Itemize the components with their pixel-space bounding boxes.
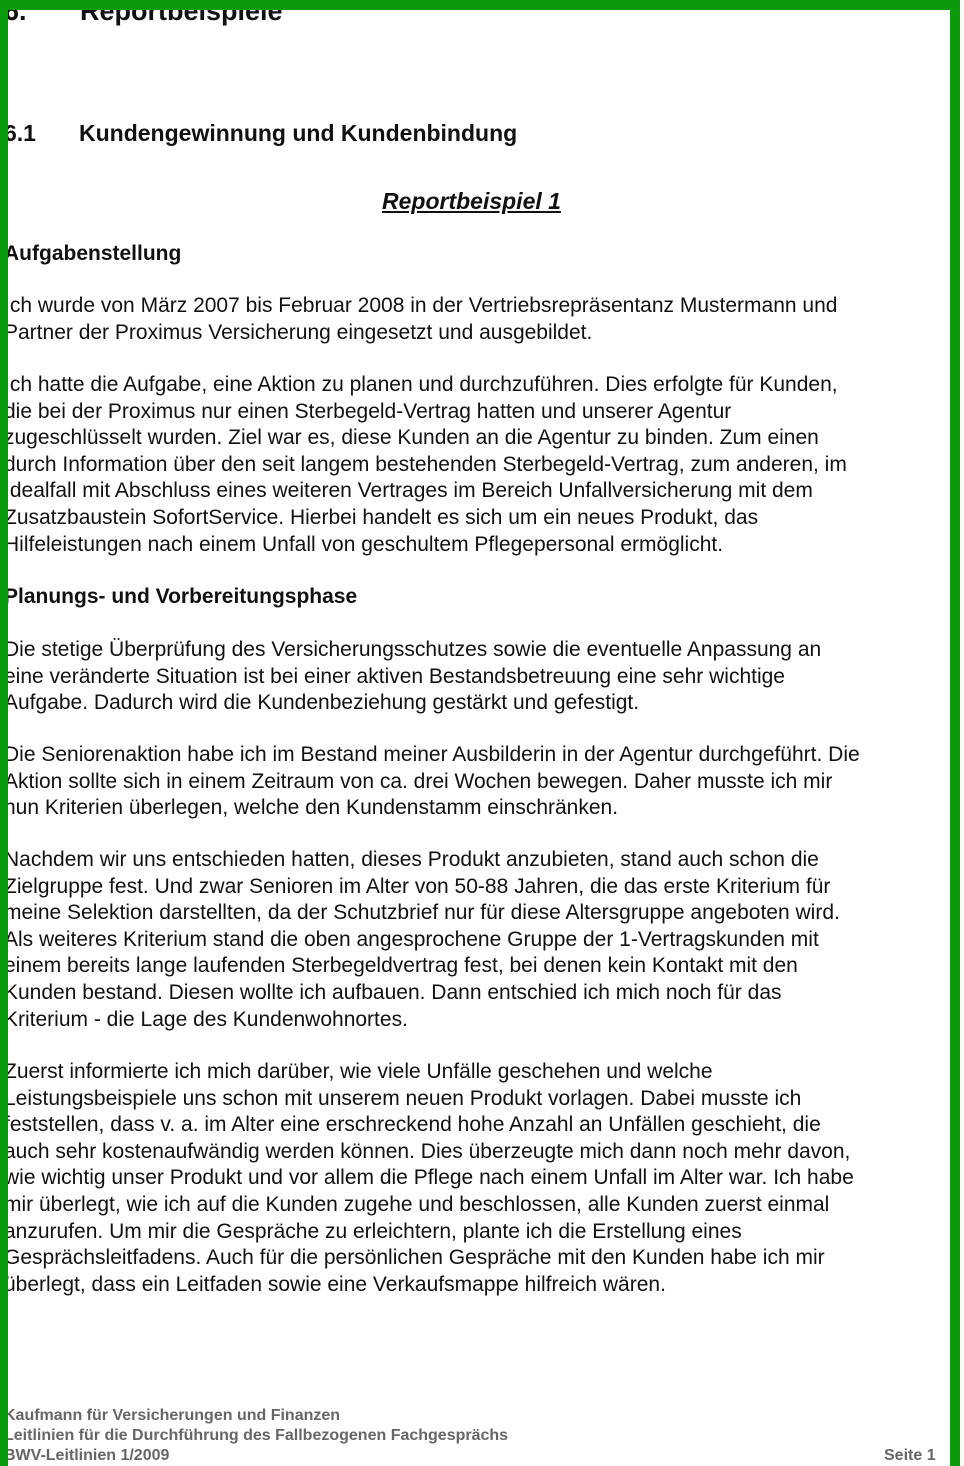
paragraph-line: Kunden bestand. Diesen wollte ich aufbauen. Dann entschied ich mich noch für das — [4, 980, 782, 1004]
paragraph-line: Aufgabe. Dadurch wird die Kundenbeziehung gestärkt und gefestigt. — [4, 691, 640, 715]
paragraph-line: Partner der Proximus Versicherung eingesetzt und ausgebildet. — [4, 320, 593, 344]
paragraph-line: Zusatzbaustein SofortService. Hierbei handelt es sich um ein neues Produkt, das — [4, 505, 759, 529]
paragraph-line: die bei der Proximus nur einen Sterbegeld-Vertrag hatten und unserer Agentur — [4, 399, 732, 423]
paragraph-line: Idealfall mit Abschluss eines weiteren Vertrages im Bereich Unfallversicherung mit dem — [4, 479, 813, 503]
paragraph-line: Zielgruppe fest. Und zwar Senioren im Alter von 50-88 Jahren, die das erste Kriterium für — [4, 874, 831, 898]
chapter-title: Reportbeispiele — [80, 0, 283, 26]
paragraph-line: Gesprächsleitfadens. Auch für die persönlichen Gespräche mit den Kunden habe ich mir — [4, 1246, 825, 1270]
paragraph-line: Als weiteres Kriterium stand die oben angesprochene Gruppe der 1-Vertragskunden mit — [4, 927, 819, 951]
paragraph-line: nun Kriterien überlegen, welche den Kundenstamm einschränken. — [4, 796, 619, 820]
paragraph-line: Ich wurde von März 2007 bis Februar 2008 in der Vertriebsrepräsentanz Mustermann und — [4, 294, 838, 317]
paragraph-line: Hilfeleistungen nach einem Unfall von geschultem Pflegepersonal ermöglicht. — [4, 532, 724, 556]
paragraph-line: eine veränderte Situation ist bei einer aktiven Bestandsbetreuung eine sehr wichtige — [4, 664, 785, 688]
page-number: Seite 1 — [884, 1447, 936, 1464]
paragraph-line: Leistungsbeispiele uns schon mit unserem neuen Produkt vorlagen. Dabei musste ich — [4, 1086, 802, 1110]
paragraph-line: wie wichtig unser Produkt und vor allem die Pflege nach einem Unfall im Alter war. Ich habe — [4, 1166, 854, 1190]
paragraph-line: Kriterium - die Lage des Kundenwohnortes. — [4, 1007, 408, 1031]
paragraph-line: Ich hatte die Aufgabe, eine Aktion zu planen und durchzuführen. Dies erfolgte für Kunden, — [4, 373, 838, 396]
paragraph-2 — [4, 372, 964, 558]
paragraph-4 — [4, 742, 964, 822]
footer-line-3: BWV-Leitlinien 1/2009 — [4, 1447, 170, 1464]
paragraph-line: Aktion sollte sich in einem Zeitraum von ca. drei Wochen bewegen. Daher musste ich mir — [4, 769, 833, 793]
paragraph-6 — [4, 1059, 964, 1298]
heading-planungsphase: Planungs- und Vorbereitungsphase — [4, 585, 358, 608]
document-page — [4, 0, 950, 1466]
paragraph-line: zugeschlüsselt wurden. Ziel war es, diese Kunden an die Agentur zu binden. Zum einen — [4, 426, 819, 450]
footer-line-1: Kaufmann für Versicherungen und Finanzen — [4, 1407, 341, 1424]
paragraph-line: auch sehr kostenaufwändig werden können. Dies überzeugte mich dann noch mehr davon, — [4, 1139, 851, 1163]
paragraph-line: mir überlegt, wie ich auf die Kunden zugehe und beschlossen, alle Kunden zuerst einmal — [4, 1192, 830, 1216]
paragraph-line: Die stetige Überprüfung des Versicherungsschutzes sowie die eventuelle Anpassung an — [4, 638, 822, 661]
paragraph-1 — [4, 293, 964, 346]
heading-aufgabenstellung: Aufgabenstellung — [4, 242, 182, 265]
paragraph-5 — [4, 847, 964, 1033]
paragraph-line: meine Selektion darstellten, da der Schutzbrief nur für diese Altersgruppe angeboten wird. — [4, 901, 840, 925]
chapter-number: 6. — [4, 0, 27, 26]
paragraph-line: überlegt, dass ein Leitfaden sowie eine Verkaufsmappe hilfreich wären. — [4, 1272, 666, 1296]
footer-line-2: Leitlinien für die Durchführung des Fallbezogenen Fachgesprächs — [4, 1427, 509, 1444]
paragraph-3 — [4, 637, 964, 717]
paragraph-line: anzurufen. Um mir die Gespräche zu erleichtern, plante ich die Erstellung eines — [4, 1219, 742, 1243]
section-title: Kundengewinnung und Kundenbindung — [79, 120, 518, 146]
paragraph-line: Die Seniorenaktion habe ich im Bestand meiner Ausbilderin in der Agentur durchgeführt. Die — [4, 743, 860, 766]
paragraph-line: einem bereits lange laufenden Sterbegeldvertrag fest, bei denen kein Kontakt mit den — [4, 954, 798, 978]
paragraph-line: durch Information über den seit langem bestehenden Sterbegeld-Vertrag, zum anderen, im — [4, 452, 847, 476]
report-title: Reportbeispiel 1 — [382, 188, 561, 214]
paragraph-line: Nachdem wir uns entschieden hatten, dieses Produkt anzubieten, stand auch schon die — [4, 848, 819, 871]
paragraph-line: Zuerst informierte ich mich darüber, wie viele Unfälle geschehen und welche — [4, 1060, 713, 1083]
section-number: 6.1 — [4, 120, 36, 146]
paragraph-line: feststellen, dass v. a. im Alter eine erschreckend hohe Anzahl an Unfällen geschieht, die — [4, 1113, 821, 1137]
